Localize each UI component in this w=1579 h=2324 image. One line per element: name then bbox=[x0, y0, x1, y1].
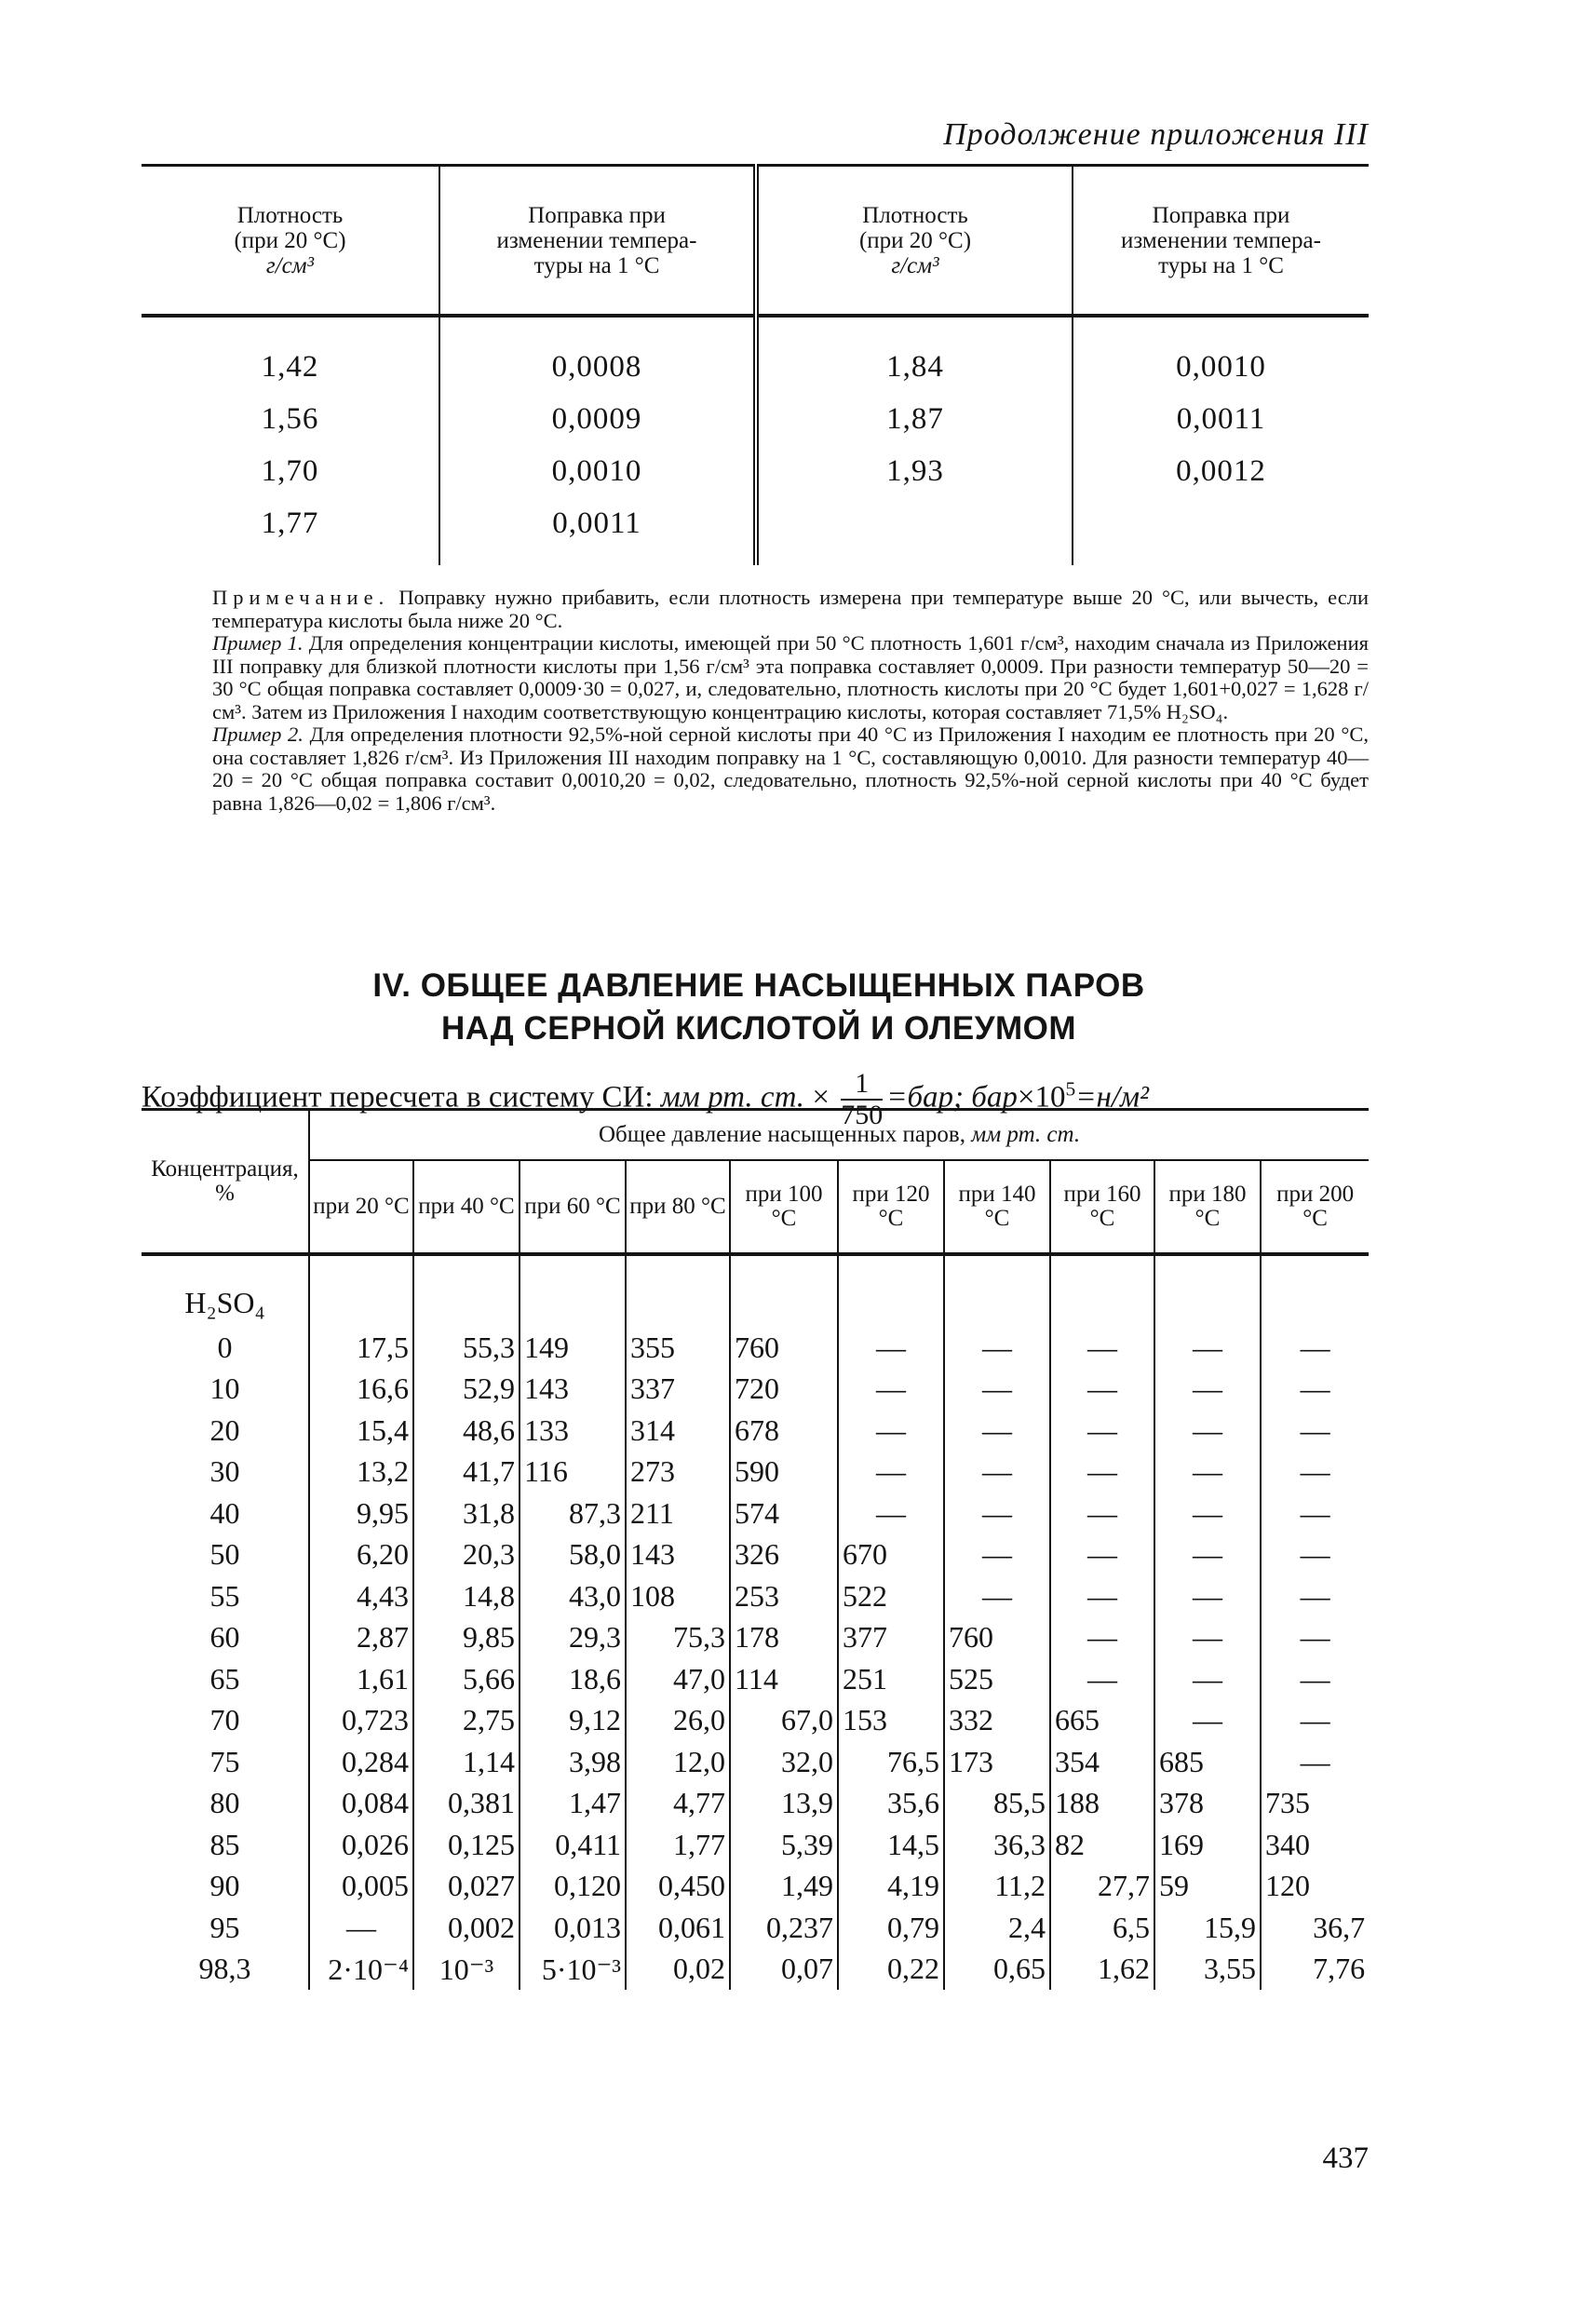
pressure-cell: 0,22 bbox=[838, 1949, 944, 1991]
table-cell: 1,84 bbox=[756, 316, 1073, 393]
pressure-cell: 15,4 bbox=[309, 1410, 413, 1452]
pressure-cell: 3,98 bbox=[520, 1741, 626, 1783]
table-cell: 0,0009 bbox=[439, 393, 756, 445]
pressure-cell: 0,723 bbox=[309, 1700, 413, 1742]
pressure-cell: 52,9 bbox=[413, 1369, 520, 1411]
table-cell: 1,70 bbox=[261, 453, 319, 488]
pressure-cell: 7,76 bbox=[1261, 1949, 1369, 1991]
col-header-concentration: Концентрация, % bbox=[142, 1110, 309, 1255]
table-cell: 0,0010 bbox=[439, 445, 756, 497]
table-row bbox=[142, 1866, 1369, 1908]
pressure-cell: 720 bbox=[730, 1369, 838, 1411]
pressure-cell: 340 bbox=[1261, 1824, 1369, 1866]
pressure-cell: — bbox=[1261, 1493, 1369, 1534]
pressure-cell: 32,0 bbox=[730, 1741, 838, 1783]
pressure-cell: 143 bbox=[626, 1534, 730, 1576]
pressure-cell: — bbox=[1154, 1493, 1261, 1534]
pressure-cell: 1,47 bbox=[520, 1783, 626, 1825]
pressure-cell: 143 bbox=[520, 1369, 626, 1411]
pressure-cell: 76,5 bbox=[838, 1741, 944, 1783]
pressure-cell: 58,0 bbox=[520, 1534, 626, 1576]
pressure-cell: 0,005 bbox=[309, 1866, 413, 1908]
pressure-cell: — bbox=[944, 1575, 1050, 1617]
pressure-cell: — bbox=[1050, 1327, 1154, 1369]
pressure-cell: — bbox=[1154, 1700, 1261, 1742]
pressure-cell: — bbox=[1050, 1617, 1154, 1659]
pressure-cell: — bbox=[309, 1907, 413, 1949]
pressure-cell: 9,12 bbox=[520, 1700, 626, 1742]
table-cell: 0,0012 bbox=[1073, 445, 1369, 497]
pressure-cell: — bbox=[1154, 1658, 1261, 1700]
col-header-correction-2: Поправка при изменении темпера- туры на 1 °С bbox=[1073, 166, 1369, 317]
pressure-cell: 188 bbox=[1050, 1783, 1154, 1825]
pressure-cell: 253 bbox=[730, 1575, 838, 1617]
example-1-paragraph: Пример 1. Для определения концентрации кислоты, имеющей при 50 °С плотность 1,601 г/см³, находим сначала из Приложения III поправку для близкой плотности кислоты при 1,56 г/см³ эта поправка составляет 0,0009. При разности температур 50—20 = 30 °С общая поправка составляет 0,0009·30 = 0,027, и, следовательно, плотность кислоты при 20 °С будет 1,601+0,027 = 1,628 г/см³. Затем из Приложения I находим соответствующую концентрацию кислоты, которая составляет 71,5% H₂SO₄. bbox=[212, 631, 1369, 723]
concentration-cell: 20 bbox=[209, 1412, 240, 1447]
fraction: $\frac{1}{750}$ bbox=[841, 1068, 884, 1130]
pressure-cell: — bbox=[1050, 1534, 1154, 1576]
example-1-label: Пример 1. bbox=[212, 631, 304, 655]
pressure-cell: — bbox=[944, 1369, 1050, 1411]
pressure-cell: 525 bbox=[944, 1658, 1050, 1700]
concentration-cell: 70 bbox=[209, 1703, 240, 1737]
pressure-cell: — bbox=[1050, 1369, 1154, 1411]
pressure-cell: 4,43 bbox=[309, 1575, 413, 1617]
concentration-cell: 95 bbox=[209, 1910, 240, 1944]
pressure-cell: 2,75 bbox=[413, 1700, 520, 1742]
pressure-cell: 48,6 bbox=[413, 1410, 520, 1452]
pressure-cell: — bbox=[1154, 1327, 1261, 1369]
pressure-cell: — bbox=[1050, 1658, 1154, 1700]
pressure-cell: 1,61 bbox=[309, 1658, 413, 1700]
spacer-row bbox=[142, 1254, 1369, 1278]
table-cell: 0,0010 bbox=[1073, 316, 1369, 393]
pressure-cell: — bbox=[1261, 1369, 1369, 1411]
notes-block bbox=[212, 587, 1369, 815]
table-row bbox=[142, 393, 1369, 445]
col-header-temp-20: при 20 °С bbox=[313, 1194, 410, 1219]
vapor-pressure-table bbox=[142, 1108, 1369, 1990]
section-title: IV. ОБЩЕЕ ДАВЛЕНИЕ НАСЫЩЕННЫХ ПАРОВ НАД СЕРНОЙ КИСЛОТОЙ И ОЛЕУМОМ bbox=[372, 967, 1145, 1047]
pressure-cell: 2,4 bbox=[944, 1907, 1050, 1949]
pressure-cell: — bbox=[1261, 1658, 1369, 1700]
example-2-paragraph: Пример 2. Для определения плотности 92,5%-ной серной кислоты при 40 °С из Приложения I находим ее плотность при 20 °С, она составляет 1,826 г/см³. Из Приложения III находим поправку на 1 °С, составляющую 0,0010. Для разности температур 40—20 = 20 °С общая поправка составит 0,0010,20 = 0,02, следовательно, плотность 92,5%-ной серной кислоты при 40 °С будет равна 1,826—0,02 = 1,806 г/см³. bbox=[212, 723, 1369, 815]
pressure-cell: — bbox=[1154, 1575, 1261, 1617]
group-label-row bbox=[142, 1278, 1369, 1327]
table-row bbox=[142, 1949, 1369, 1991]
table-row bbox=[142, 1658, 1369, 1700]
table-row bbox=[142, 1741, 1369, 1783]
col-header-correction-1: Поправка при изменении темпера- туры на 1 °С bbox=[439, 166, 756, 317]
table-cell: 1,93 bbox=[756, 445, 1073, 497]
pressure-cell: — bbox=[1261, 1617, 1369, 1659]
pressure-cell: 2,87 bbox=[309, 1617, 413, 1659]
pressure-cell: 735 bbox=[1261, 1783, 1369, 1825]
pressure-cell: 17,5 bbox=[309, 1327, 413, 1369]
pressure-cell: 665 bbox=[1050, 1700, 1154, 1742]
pressure-cell: — bbox=[1261, 1327, 1369, 1369]
pressure-cell: 114 bbox=[730, 1658, 838, 1700]
pressure-cell: 354 bbox=[1050, 1741, 1154, 1783]
pressure-cell: 36,3 bbox=[944, 1824, 1050, 1866]
pressure-cell: 678 bbox=[730, 1410, 838, 1452]
pressure-cell: — bbox=[944, 1327, 1050, 1369]
pressure-cell: 0,002 bbox=[413, 1907, 520, 1949]
pressure-cell: 75,3 bbox=[626, 1617, 730, 1659]
pressure-cell: 1,49 bbox=[730, 1866, 838, 1908]
vapor-pressure-table-body bbox=[142, 1254, 1369, 1990]
col-header-density-1: Плотность (при 20 °С) г/см³ bbox=[234, 202, 346, 278]
concentration-cell: 30 bbox=[209, 1454, 240, 1489]
pressure-cell: 18,6 bbox=[520, 1658, 626, 1700]
col-header-temp-180: при 180 °С bbox=[1154, 1160, 1261, 1254]
pressure-cell: 29,3 bbox=[520, 1617, 626, 1659]
pressure-cell: — bbox=[1261, 1575, 1369, 1617]
page-number: 437 bbox=[1322, 2142, 1369, 2175]
table-cell: 1,42 bbox=[261, 349, 319, 384]
pressure-cell: 153 bbox=[838, 1700, 944, 1742]
pressure-cell: — bbox=[1050, 1493, 1154, 1534]
table-row bbox=[142, 1783, 1369, 1825]
table-row bbox=[142, 1700, 1369, 1742]
concentration-cell: 50 bbox=[209, 1537, 240, 1572]
pressure-cell: 15,9 bbox=[1154, 1907, 1261, 1949]
pressure-cell: 251 bbox=[838, 1658, 944, 1700]
pressure-cell: — bbox=[1261, 1452, 1369, 1493]
pressure-cell: 120 bbox=[1261, 1866, 1369, 1908]
pressure-cell: — bbox=[944, 1452, 1050, 1493]
pressure-cell: — bbox=[1154, 1410, 1261, 1452]
table-cell bbox=[756, 497, 1073, 565]
pressure-cell: 13,2 bbox=[309, 1452, 413, 1493]
concentration-cell: 0 bbox=[217, 1330, 233, 1364]
pressure-cell: 20,3 bbox=[413, 1534, 520, 1576]
pressure-cell: 332 bbox=[944, 1700, 1050, 1742]
table-row bbox=[142, 445, 1369, 497]
pressure-cell: 67,0 bbox=[730, 1700, 838, 1742]
concentration-cell: 98,3 bbox=[198, 1952, 251, 1986]
pressure-cell: 314 bbox=[626, 1410, 730, 1452]
pressure-cell: 5,39 bbox=[730, 1824, 838, 1866]
pressure-cell: 0,026 bbox=[309, 1824, 413, 1866]
col-header-temp-60: при 60 °С bbox=[520, 1160, 626, 1254]
pressure-cell: 522 bbox=[838, 1575, 944, 1617]
pressure-cell: 0,411 bbox=[520, 1824, 626, 1866]
pressure-cell: 273 bbox=[626, 1452, 730, 1493]
pressure-cell: — bbox=[1154, 1617, 1261, 1659]
pressure-cell: 3,55 bbox=[1154, 1949, 1261, 1991]
pressure-cell: 0,02 bbox=[626, 1949, 730, 1991]
pressure-cell: 4,19 bbox=[838, 1866, 944, 1908]
table-header-row bbox=[142, 1110, 1369, 1161]
pressure-cell: 0,013 bbox=[520, 1907, 626, 1949]
col-header-temp-160: при 160 °С bbox=[1050, 1160, 1154, 1254]
table-cell: 0,0008 bbox=[439, 316, 756, 393]
example-2-label: Пример 2. bbox=[212, 723, 304, 746]
concentration-cell: 75 bbox=[209, 1744, 240, 1778]
pressure-cell: 211 bbox=[626, 1493, 730, 1534]
col-header-temp-80: при 80 °С bbox=[626, 1160, 730, 1254]
pressure-cell: 574 bbox=[730, 1493, 838, 1534]
pressure-cell: 178 bbox=[730, 1617, 838, 1659]
table-header-row bbox=[142, 166, 1369, 317]
pressure-cell: 2·10⁻⁴ bbox=[309, 1949, 413, 1991]
pressure-cell: 41,7 bbox=[413, 1452, 520, 1493]
pressure-cell: 108 bbox=[626, 1575, 730, 1617]
pressure-cell: — bbox=[1050, 1452, 1154, 1493]
table-row bbox=[142, 1327, 1369, 1369]
pressure-cell: — bbox=[1261, 1410, 1369, 1452]
table-row bbox=[142, 1907, 1369, 1949]
col-header-total-pressure: Общее давление насыщенных паров, мм рт. ст. bbox=[309, 1110, 1369, 1161]
table-row bbox=[142, 316, 1369, 393]
pressure-cell: 760 bbox=[730, 1327, 838, 1369]
table-row bbox=[142, 1410, 1369, 1452]
pressure-cell: 0,284 bbox=[309, 1741, 413, 1783]
table-cell: 1,77 bbox=[261, 506, 319, 540]
pressure-cell: — bbox=[1154, 1452, 1261, 1493]
pressure-cell: 685 bbox=[1154, 1741, 1261, 1783]
pressure-cell: — bbox=[838, 1452, 944, 1493]
pressure-cell: 760 bbox=[944, 1617, 1050, 1659]
pressure-cell: 0,125 bbox=[413, 1824, 520, 1866]
pressure-cell: 12,0 bbox=[626, 1741, 730, 1783]
concentration-cell: 80 bbox=[209, 1786, 240, 1820]
pressure-cell: — bbox=[944, 1410, 1050, 1452]
table-row bbox=[142, 1575, 1369, 1617]
pressure-cell: 5·10⁻³ bbox=[520, 1949, 626, 1991]
pressure-cell: — bbox=[1154, 1534, 1261, 1576]
table-row bbox=[142, 1824, 1369, 1866]
pressure-cell: 14,8 bbox=[413, 1575, 520, 1617]
col-header-density-2: Плотность (при 20 °С) г/см³ bbox=[756, 166, 1073, 317]
pressure-cell: 43,0 bbox=[520, 1575, 626, 1617]
density-correction-table bbox=[142, 164, 1369, 565]
pressure-cell: 26,0 bbox=[626, 1700, 730, 1742]
concentration-cell: 10 bbox=[209, 1371, 240, 1406]
pressure-cell: 326 bbox=[730, 1534, 838, 1576]
col-header-temp-100: при 100 °С bbox=[730, 1160, 838, 1254]
table-header-row bbox=[142, 1160, 1369, 1254]
table-cell: 1,56 bbox=[261, 401, 319, 436]
pressure-cell: 0,65 bbox=[944, 1949, 1050, 1991]
pressure-cell: 1,14 bbox=[413, 1741, 520, 1783]
pressure-cell: 337 bbox=[626, 1369, 730, 1411]
concentration-cell: 85 bbox=[209, 1827, 240, 1861]
pressure-cell: 169 bbox=[1154, 1824, 1261, 1866]
pressure-cell: 1,62 bbox=[1050, 1949, 1154, 1991]
note-paragraph: Примечание. Поправку нужно прибавить, если плотность измерена при температуре выше 20 °С, или вычесть, если температура кислоты была ниже 20 °С. bbox=[212, 586, 1369, 632]
pressure-cell: — bbox=[1261, 1700, 1369, 1742]
pressure-cell: 11,2 bbox=[944, 1866, 1050, 1908]
concentration-cell: 90 bbox=[209, 1869, 240, 1903]
pressure-cell: 670 bbox=[838, 1534, 944, 1576]
pressure-cell: — bbox=[1154, 1369, 1261, 1411]
note-label: Примечание. bbox=[212, 586, 390, 609]
table-row bbox=[142, 1617, 1369, 1659]
table-row bbox=[142, 1493, 1369, 1534]
pressure-cell: 36,7 bbox=[1261, 1907, 1369, 1949]
pressure-cell: — bbox=[838, 1410, 944, 1452]
pressure-cell: 0,381 bbox=[413, 1783, 520, 1825]
pressure-cell: 4,77 bbox=[626, 1783, 730, 1825]
table-row bbox=[142, 1534, 1369, 1576]
pressure-cell: 27,7 bbox=[1050, 1866, 1154, 1908]
pressure-cell: — bbox=[838, 1327, 944, 1369]
pressure-cell: 0,237 bbox=[730, 1907, 838, 1949]
pressure-cell: 5,66 bbox=[413, 1658, 520, 1700]
pressure-cell: 0,027 bbox=[413, 1866, 520, 1908]
pressure-cell: 31,8 bbox=[413, 1493, 520, 1534]
pressure-cell: 6,5 bbox=[1050, 1907, 1154, 1949]
table-cell: 0,0011 bbox=[439, 497, 756, 565]
pressure-cell: 1,77 bbox=[626, 1824, 730, 1866]
pressure-cell: 173 bbox=[944, 1741, 1050, 1783]
table-cell bbox=[1073, 497, 1369, 565]
pressure-cell: — bbox=[1261, 1534, 1369, 1576]
concentration-cell: 40 bbox=[209, 1495, 240, 1530]
pressure-cell: — bbox=[1050, 1410, 1154, 1452]
pressure-cell: — bbox=[1261, 1741, 1369, 1783]
table-cell: 0,0011 bbox=[1073, 393, 1369, 445]
pressure-cell: — bbox=[944, 1493, 1050, 1534]
concentration-cell: 60 bbox=[209, 1620, 240, 1655]
pressure-cell: 377 bbox=[838, 1617, 944, 1659]
pressure-cell: 47,0 bbox=[626, 1658, 730, 1700]
pressure-cell: 590 bbox=[730, 1452, 838, 1493]
concentration-cell: 55 bbox=[209, 1578, 240, 1613]
pressure-cell: 0,07 bbox=[730, 1949, 838, 1991]
pressure-cell: 9,95 bbox=[309, 1493, 413, 1534]
pressure-cell: 133 bbox=[520, 1410, 626, 1452]
group-label: H₂SO₄ bbox=[184, 1285, 265, 1319]
col-header-temp-40: при 40 °С bbox=[413, 1160, 520, 1254]
col-header-temp-120: при 120 °С bbox=[838, 1160, 944, 1254]
pressure-cell: 55,3 bbox=[413, 1327, 520, 1369]
pressure-cell: 85,5 bbox=[944, 1783, 1050, 1825]
pressure-cell: 0,79 bbox=[838, 1907, 944, 1949]
pressure-cell: 378 bbox=[1154, 1783, 1261, 1825]
pressure-cell: 116 bbox=[520, 1452, 626, 1493]
pressure-cell: 14,5 bbox=[838, 1824, 944, 1866]
pressure-cell: 149 bbox=[520, 1327, 626, 1369]
pressure-cell: 9,85 bbox=[413, 1617, 520, 1659]
pressure-cell: 87,3 bbox=[520, 1493, 626, 1534]
pressure-cell: 355 bbox=[626, 1327, 730, 1369]
pressure-cell: 35,6 bbox=[838, 1783, 944, 1825]
pressure-cell: — bbox=[1050, 1575, 1154, 1617]
col-header-temp-200: при 200 °С bbox=[1261, 1160, 1369, 1254]
pressure-cell: 6,20 bbox=[309, 1534, 413, 1576]
table-row bbox=[142, 1369, 1369, 1411]
col-header-temp-140: при 140 °С bbox=[944, 1160, 1050, 1254]
table-cell: 1,87 bbox=[756, 393, 1073, 445]
pressure-cell: 16,6 bbox=[309, 1369, 413, 1411]
table-row bbox=[142, 497, 1369, 565]
pressure-cell: 59 bbox=[1154, 1866, 1261, 1908]
pressure-cell: 0,084 bbox=[309, 1783, 413, 1825]
pressure-cell: — bbox=[838, 1369, 944, 1411]
pressure-cell: 82 bbox=[1050, 1824, 1154, 1866]
pressure-cell: 0,450 bbox=[626, 1866, 730, 1908]
pressure-cell: — bbox=[944, 1534, 1050, 1576]
running-head: Продолжение приложения III bbox=[943, 117, 1369, 152]
pressure-cell: — bbox=[838, 1493, 944, 1534]
conversion-coefficient: Коэффициент пересчета в систему СИ: мм рт. ст. × $\frac{1}{750}$ =бар; $бар\times 10^5=н/м^2$ bbox=[142, 1068, 1150, 1130]
pressure-cell: 13,9 bbox=[730, 1783, 838, 1825]
pressure-cell: 0,120 bbox=[520, 1866, 626, 1908]
pressure-cell: 10⁻³ bbox=[413, 1949, 520, 1991]
table-row bbox=[142, 1452, 1369, 1493]
concentration-cell: 65 bbox=[209, 1661, 240, 1696]
pressure-cell: 0,061 bbox=[626, 1907, 730, 1949]
